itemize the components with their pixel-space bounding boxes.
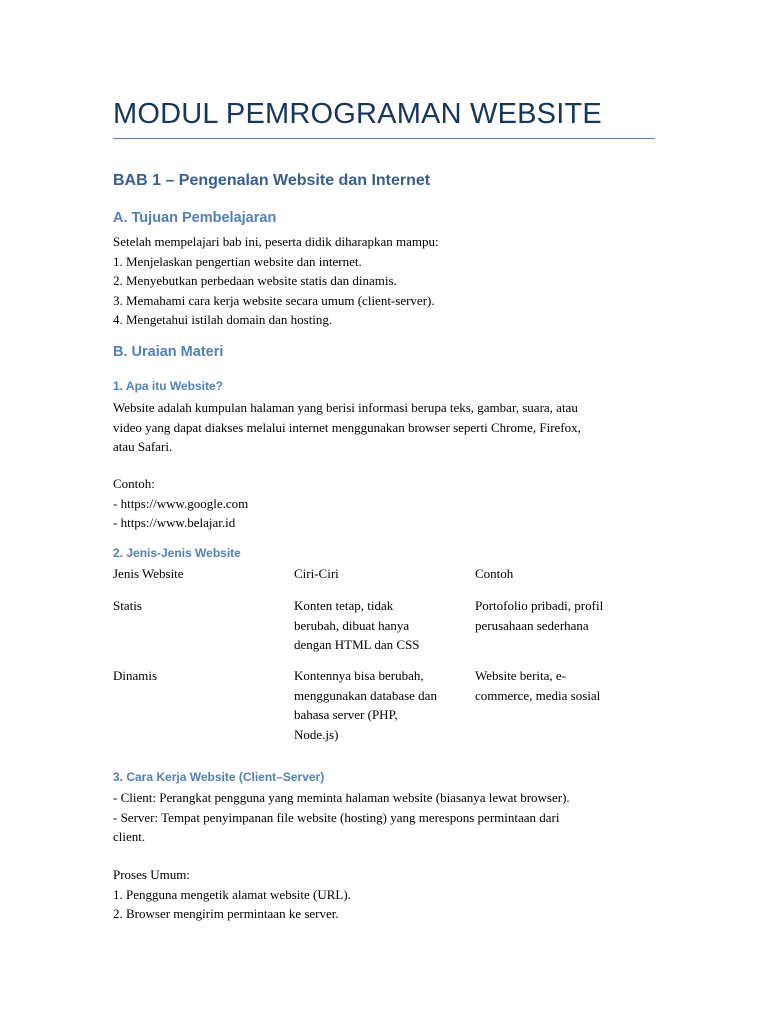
cell-line: commerce, media sosial — [475, 687, 601, 703]
example-url: - https://www.google.com — [113, 495, 249, 511]
objective-item: 4. Mengetahui istilah domain dan hosting. — [113, 312, 333, 327]
body-line: client. — [113, 829, 146, 844]
examples-label: Contoh: — [113, 476, 155, 491]
subsection-2-heading: 2. Jenis-Jenis Website — [113, 546, 241, 560]
objective-item: 3. Memahami cara kerja website secara umum (client-server). — [113, 292, 435, 308]
chapter-heading: BAB 1 – Pengenalan Website dan Internet — [113, 172, 431, 189]
objective-item: 1. Menjelaskan pengertian website dan internet. — [113, 253, 362, 269]
document-title: MODUL PEMROGRAMAN WEBSITE — [113, 98, 602, 130]
section-b-heading: B. Uraian Materi — [113, 344, 224, 360]
process-step: 2. Browser mengirim permintaan ke server. — [113, 906, 339, 921]
cell-line: Node.js) — [294, 726, 339, 742]
cell-line: berubah, dibuat hanya — [294, 617, 410, 633]
table-header-traits: Ciri-Ciri — [294, 566, 339, 581]
objective-item: 2. Menyebutkan perbedaan website statis dan dinamis. — [113, 273, 397, 288]
table-cell-examples — [475, 596, 655, 635]
table-header-examples: Contoh — [475, 566, 514, 581]
process-block — [113, 865, 658, 924]
cell-line: perusahaan sederhana — [475, 617, 589, 633]
document-content — [113, 94, 658, 921]
table-cell-traits — [294, 596, 469, 655]
table-cell-examples — [475, 666, 655, 705]
body-line: - Server: Tempat penyimpanan file website (hosting) yang merespons permintaan dari — [113, 809, 560, 825]
body-line: video yang dapat diakses melalui internet menggunakan browser seperti Chrome, Firefox, — [113, 419, 581, 435]
section-a-intro: Setelah mempelajari bab ini, peserta didik diharapkan mampu: — [113, 234, 439, 249]
process-step: 1. Pengguna mengetik alamat website (URL). — [113, 886, 351, 902]
example-url: - https://www.belajar.id — [113, 515, 236, 530]
examples-block — [113, 474, 658, 533]
subsection-1-body — [113, 398, 658, 457]
title-underline — [113, 138, 655, 139]
subsection-3-heading: 3. Cara Kerja Website (Client–Server) — [113, 770, 325, 784]
body-line: Website adalah kumpulan halaman yang berisi informasi berupa teks, gambar, suara, atau — [113, 400, 578, 415]
cell-line: dengan HTML dan CSS — [294, 637, 420, 652]
process-label: Proses Umum: — [113, 867, 190, 882]
subsection-3-body — [113, 788, 658, 847]
body-line: atau Safari. — [113, 439, 173, 454]
website-types-table — [113, 564, 658, 744]
section-a-heading: A. Tujuan Pembelajaran — [113, 210, 277, 226]
cell-line: Konten tetap, tidak — [294, 598, 394, 613]
table-cell-traits — [294, 666, 472, 744]
cell-line: bahasa server (PHP, — [294, 707, 398, 722]
cell-line: Kontennya bisa berubah, — [294, 668, 424, 683]
cell-line: menggunakan database dan — [294, 687, 437, 703]
section-a-body — [113, 232, 658, 330]
subsection-1-heading: 1. Apa itu Website? — [113, 379, 224, 393]
table-cell-type: Statis — [113, 598, 142, 613]
table-cell-type: Dinamis — [113, 668, 158, 683]
table-header-type: Jenis Website — [113, 566, 184, 581]
cell-line: Website berita, e- — [475, 668, 566, 683]
cell-line: Portofolio pribadi, profil — [475, 598, 604, 613]
body-line: - Client: Perangkat pengguna yang meminta halaman website (biasanya lewat browser). — [113, 790, 570, 805]
